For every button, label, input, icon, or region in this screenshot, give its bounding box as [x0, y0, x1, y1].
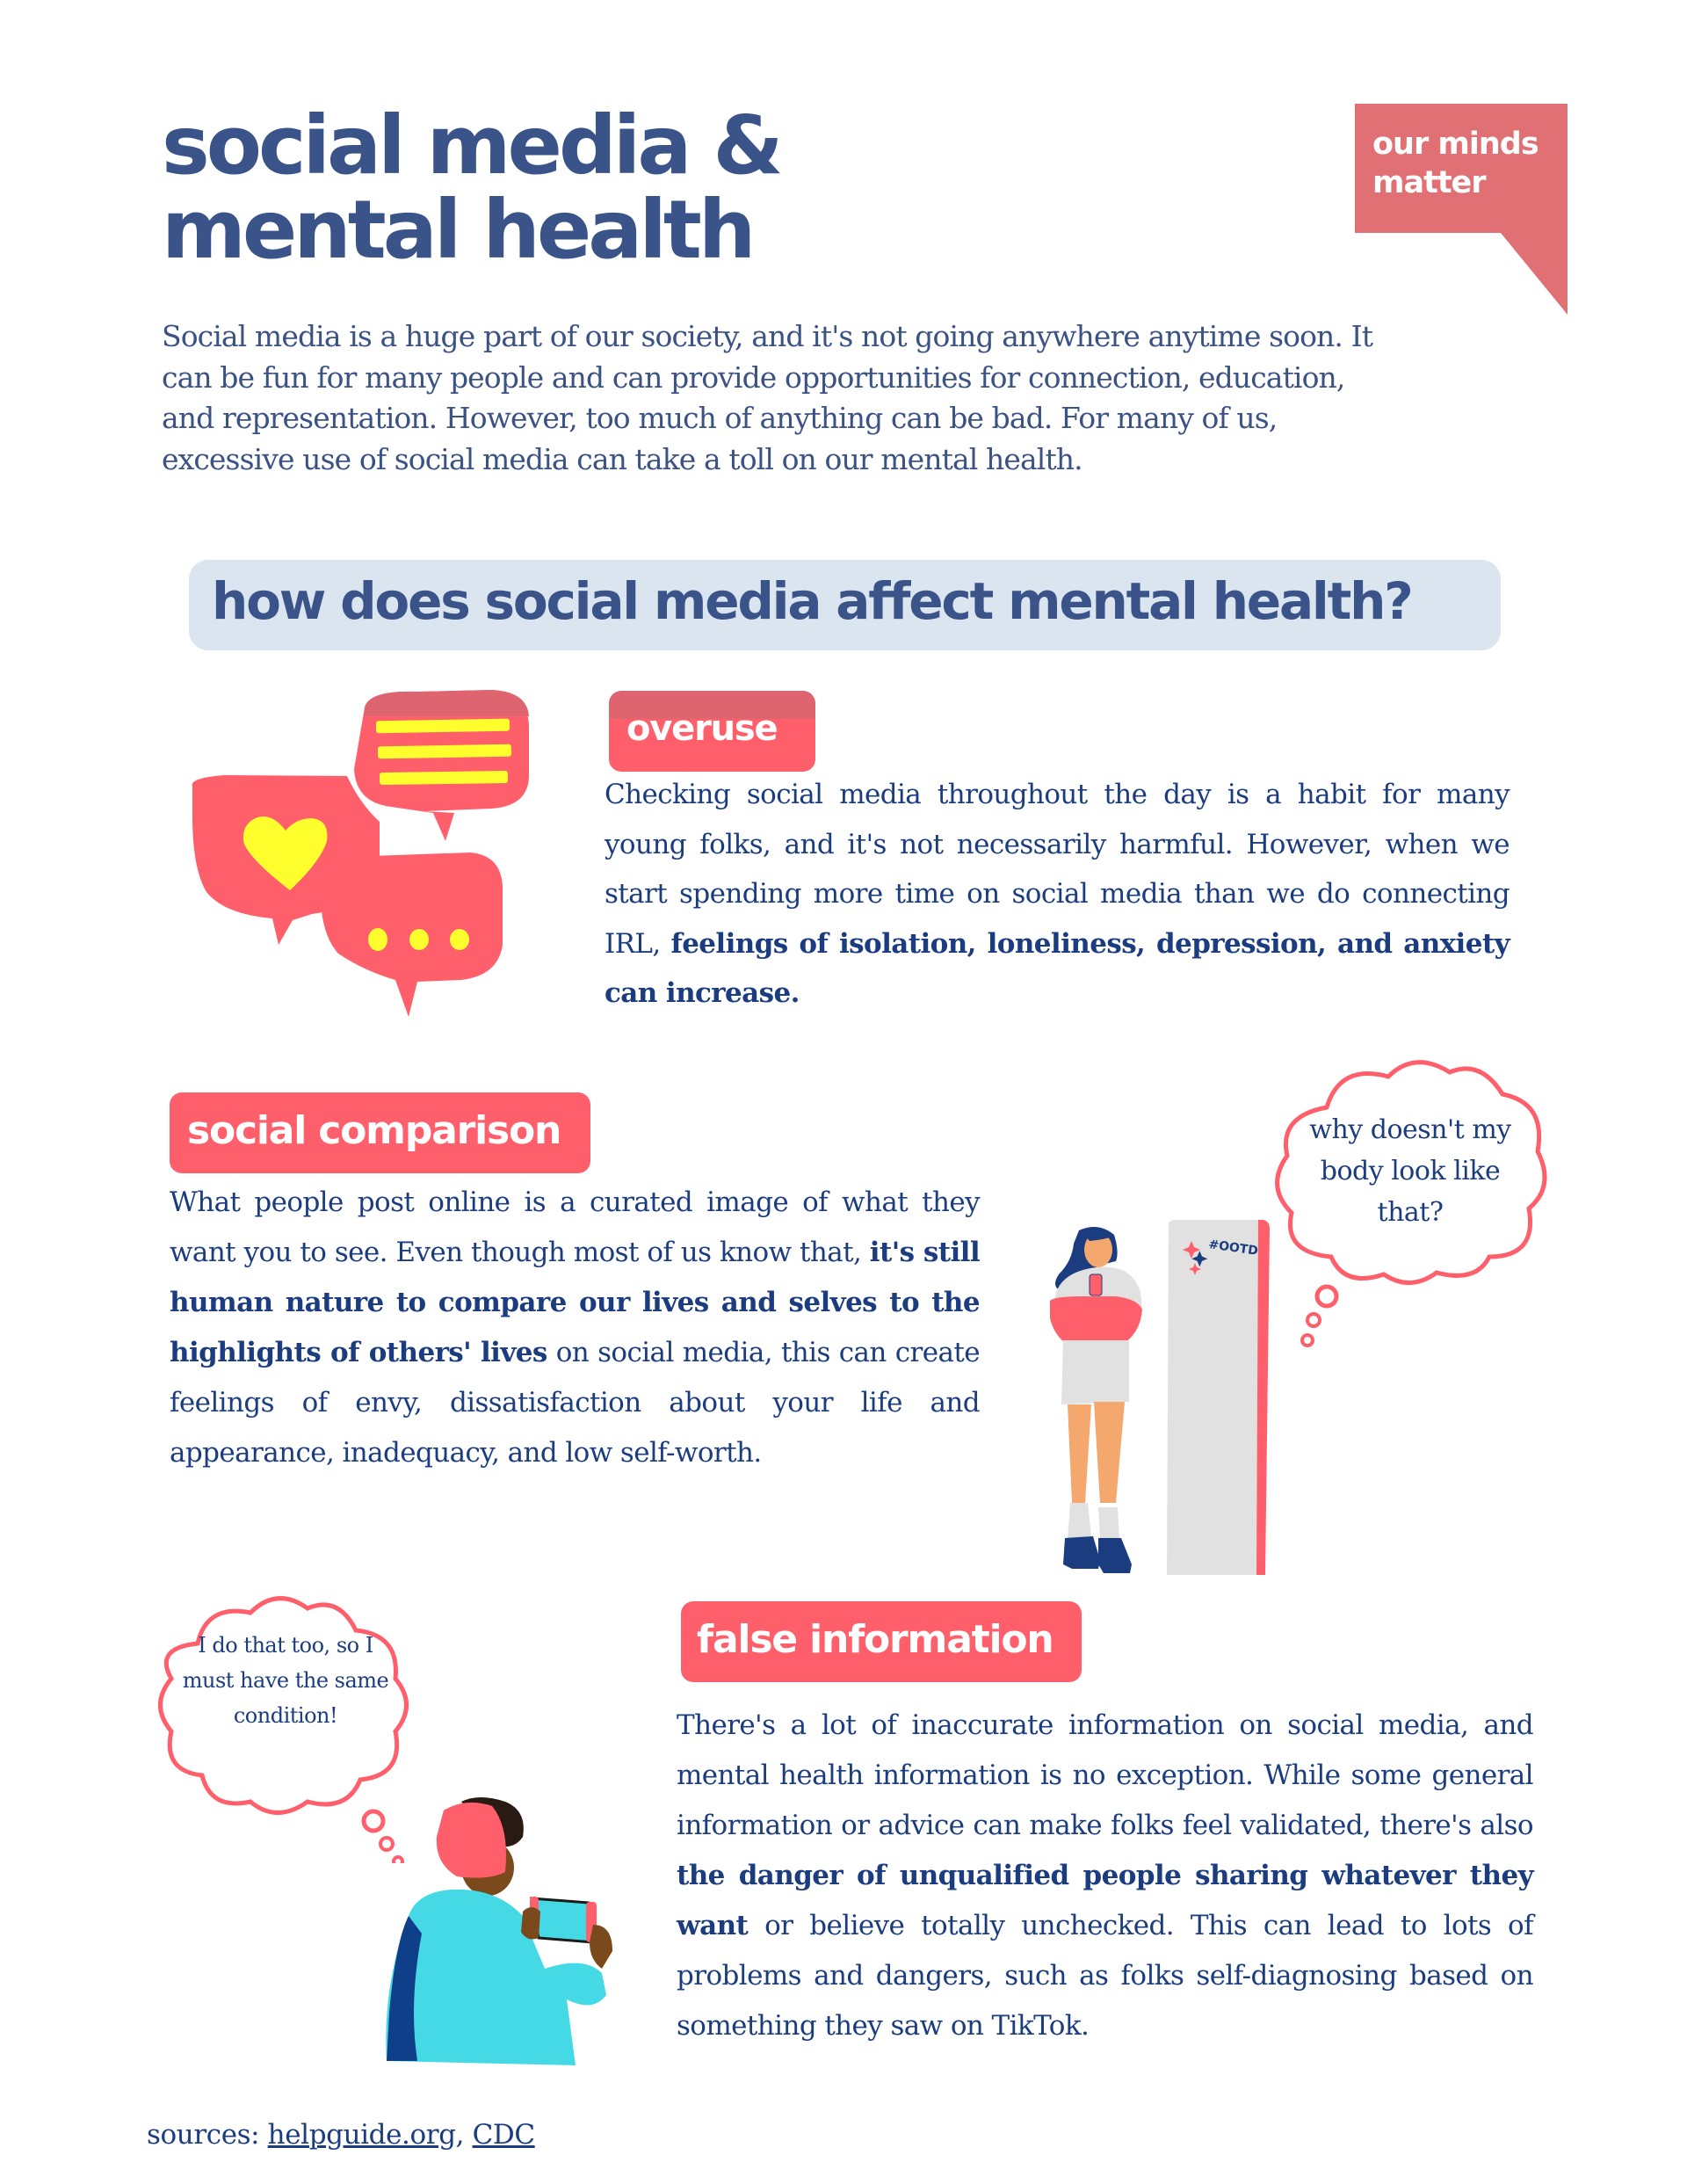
sources-footer: [147, 2113, 535, 2157]
tag-false-information: false information: [681, 1601, 1082, 1682]
false-emphasis: the danger of unqualified people sharing whatever they want: [677, 1860, 1533, 1941]
overuse-paragraph: [605, 770, 1510, 1019]
overuse-text: Checking social media throughout the day is a habit for many young folks, and it's not necessarily harmful. However, when we start spending more time on social media than we do connecting IRL,: [605, 779, 1510, 960]
person-gaming-illustration: [382, 1793, 633, 2070]
title-line-1: social media &: [162, 98, 780, 192]
section-heading: how does social media affect mental health?: [212, 571, 1412, 631]
badge-line-2: matter: [1372, 165, 1486, 200]
false-text-before: There's a lot of inaccurate information on social media, and mental health information is no exception. While some general information or advice can make folks feel validated, there's also: [677, 1709, 1533, 1841]
tag-overuse: overuse: [609, 691, 815, 772]
woman-figure-icon: [1050, 1227, 1142, 1573]
comparison-text-before: What people post online is a curated image of what they want you to see. Even though most of us know that,: [170, 1186, 980, 1268]
thought-bubble-body-image: why doesn't my body look like that?: [1309, 1114, 1511, 1228]
badge-line-1: our minds: [1372, 127, 1539, 162]
source-link-cdc[interactable]: CDC: [472, 2119, 535, 2151]
chat-bubbles-illustration: [189, 690, 533, 1020]
false-text-after: or believe totally unchecked. This can lead to lots of problems and dangers, such as folks self-diagnosing based on something they saw on TikTok.: [677, 1910, 1533, 2042]
social-comparison-paragraph: [170, 1178, 980, 1478]
overuse-emphasis: feelings of isolation, loneliness, depression, and anxiety can increase.: [605, 927, 1510, 1009]
thought-bubble-condition: I do that too, so I must have the same condition!: [182, 1633, 389, 1728]
comparison-emphasis: it's still human nature to compare our lives and selves to the highlights of others' lives: [170, 1237, 980, 1368]
tag-social-comparison: social comparison: [170, 1092, 590, 1173]
mirror-hashtag: #OOTD: [1207, 1237, 1259, 1259]
section-heading-band: [189, 560, 1501, 650]
intro-paragraph: Social media is a huge part of our society, and it's not going anywhere anytime soon. It can be fun for many people and can provide opportunities for connection, education, and representation. However, too much of anything can be bad. For many of us, excessive use of social media can take a toll on our mental health.: [162, 319, 1373, 476]
sources-separator: ,: [455, 2119, 473, 2151]
page-title: [162, 98, 780, 277]
title-line-2: mental health: [162, 183, 753, 277]
source-link-helpguide[interactable]: helpguide.org: [267, 2119, 456, 2151]
sources-label: sources:: [147, 2119, 268, 2151]
comparison-text-after: on social media, this can create feelings of envy, dissatisfaction about your life and appearance, inadequacy, and low self-worth.: [170, 1337, 980, 1469]
message-bubble-icon: [354, 690, 529, 841]
brand-badge: [1355, 104, 1568, 315]
false-information-paragraph: [677, 1701, 1533, 2051]
woman-mirror-illustration: [1028, 1213, 1283, 1582]
mirror-icon: [1167, 1220, 1270, 1575]
typing-bubble-icon: [321, 853, 503, 1017]
